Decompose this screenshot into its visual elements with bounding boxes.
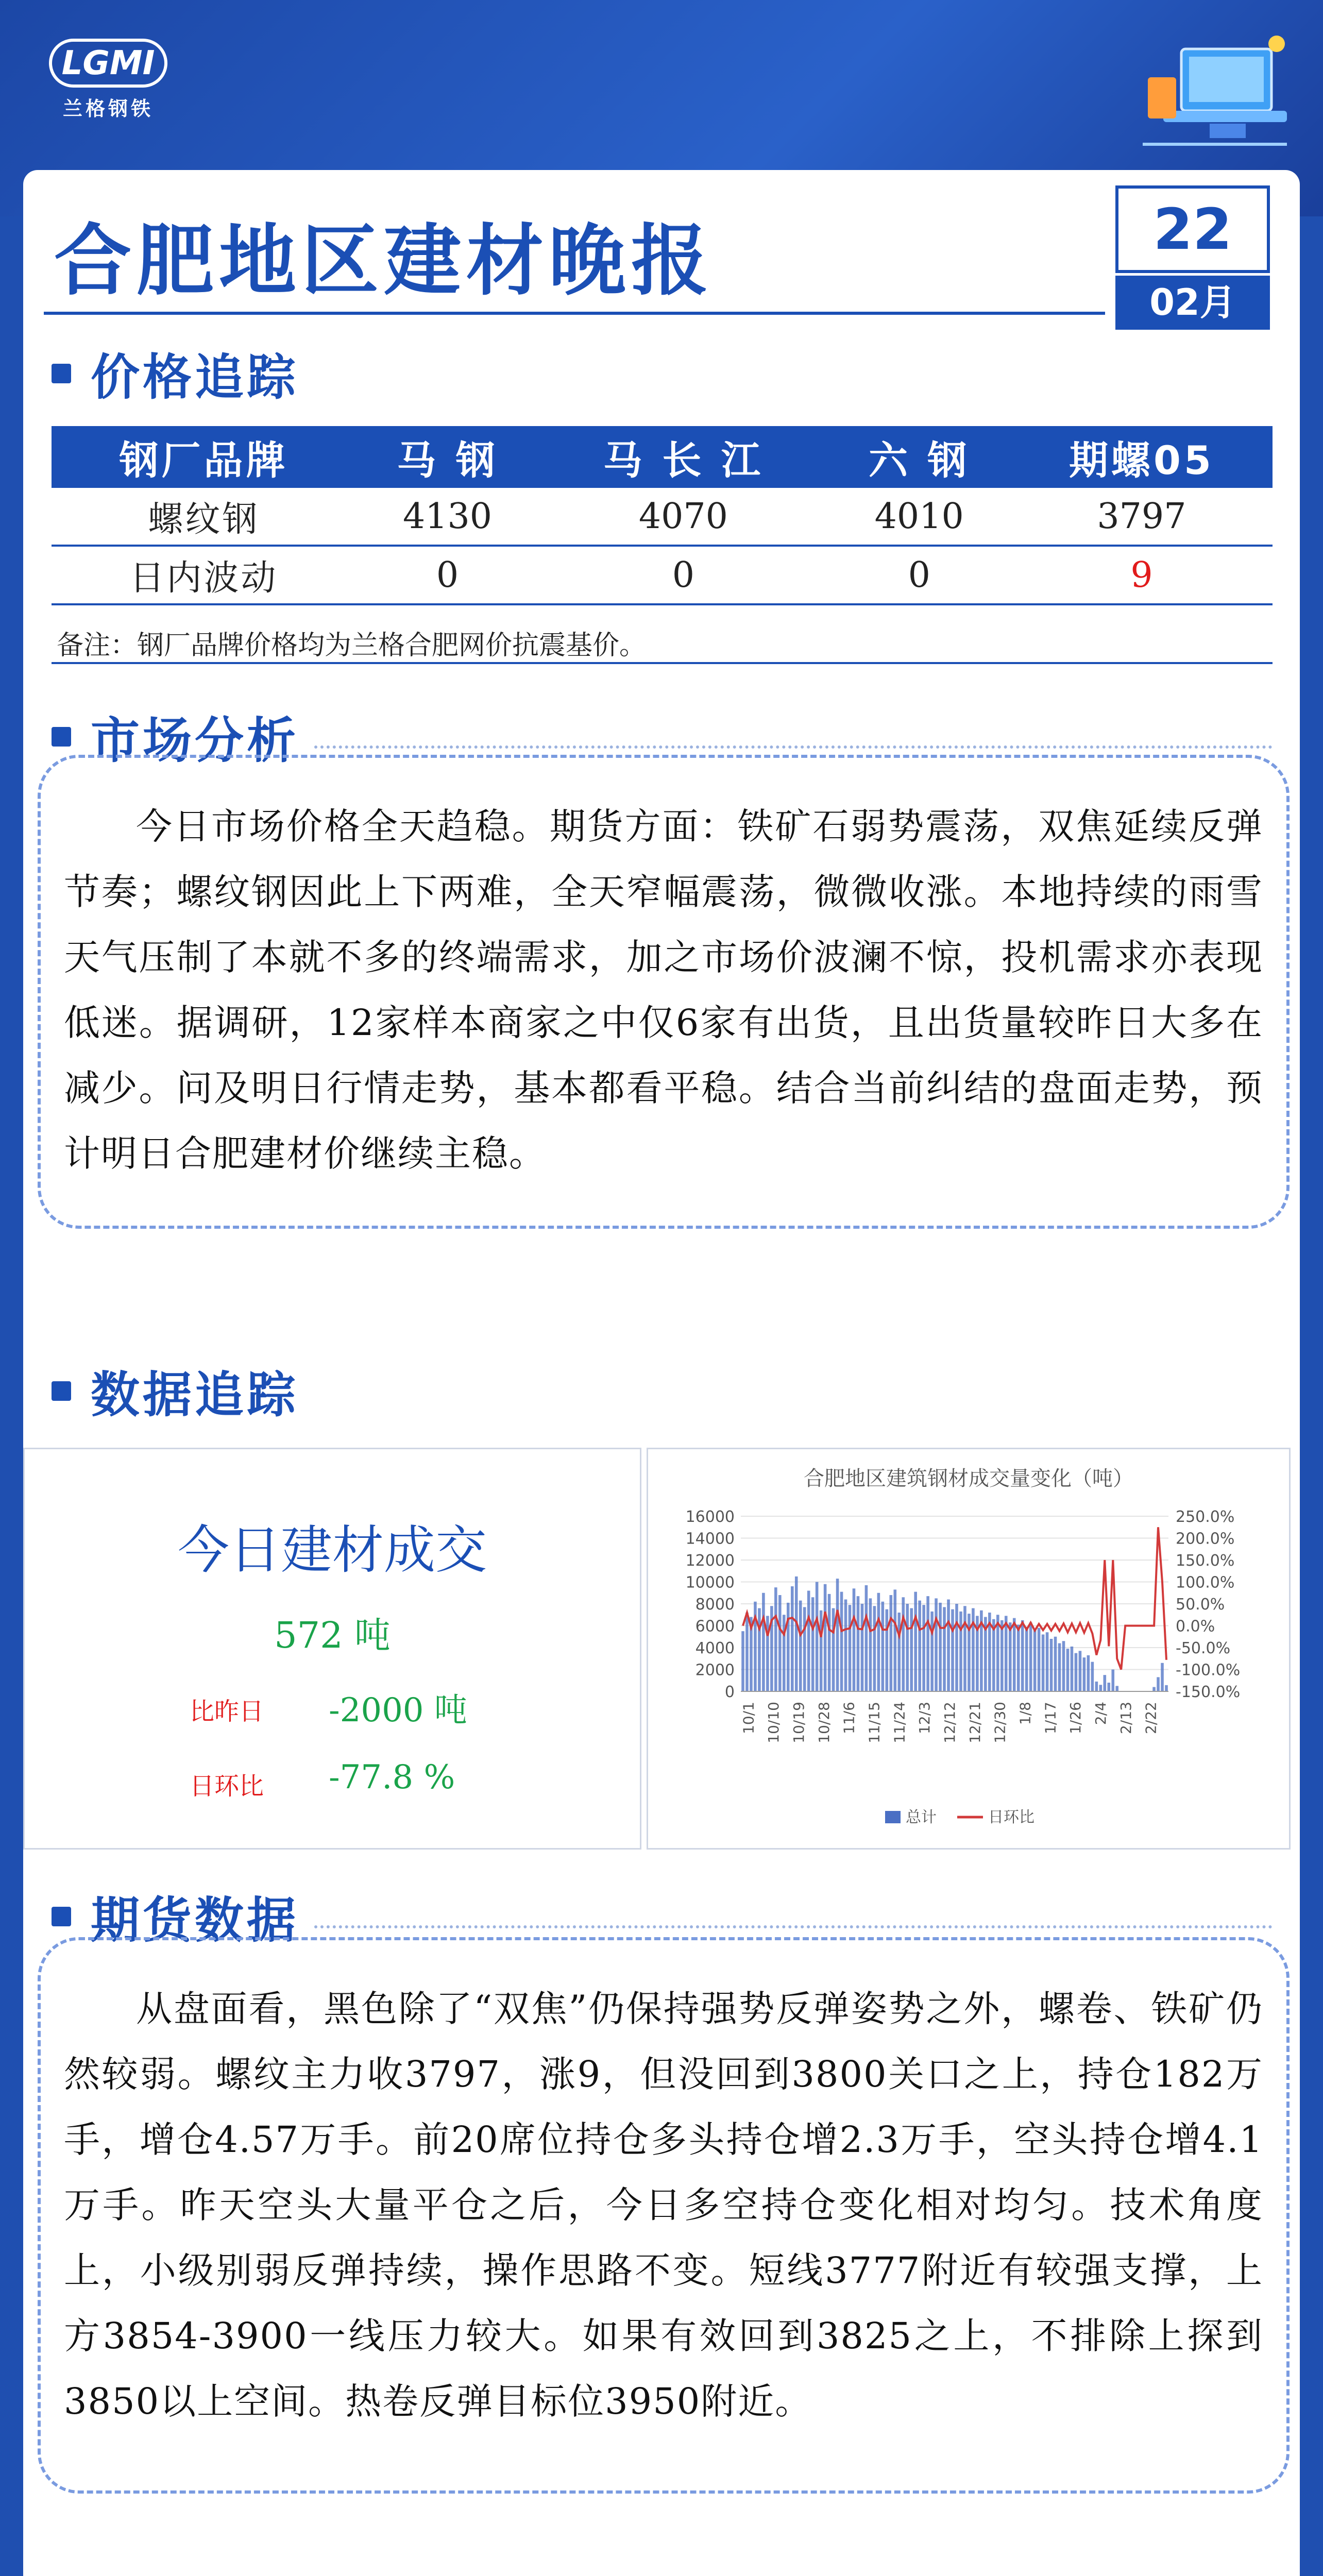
note-divider — [52, 662, 1273, 664]
chart-bar — [1033, 1630, 1037, 1691]
market-section-title: 市场分析 — [91, 713, 299, 769]
chart-bar — [1087, 1655, 1090, 1691]
chart-bar — [1079, 1651, 1082, 1691]
chart-bar — [1017, 1624, 1020, 1691]
chart-bar — [1025, 1627, 1028, 1691]
price-section-title: 价格追踪 — [91, 349, 299, 406]
data-section-title: 数据追踪 — [91, 1367, 299, 1423]
chart-bar — [844, 1600, 847, 1692]
volume-value: 572 吨 — [274, 1614, 391, 1656]
vs-yesterday-value: -2000 吨 — [329, 1691, 467, 1730]
table-row — [52, 488, 1273, 546]
chart-bar — [1091, 1662, 1094, 1691]
brand-logo — [49, 39, 167, 121]
y-right-tick-label: 250.0% — [1176, 1508, 1235, 1526]
chart-bar — [1009, 1622, 1012, 1691]
volume-card — [23, 1448, 641, 1850]
chart-bar — [930, 1612, 934, 1691]
chart-bar — [1066, 1649, 1070, 1691]
x-tick-label: 10/1 — [740, 1702, 757, 1734]
chart-bar — [1152, 1687, 1156, 1692]
chart-bar — [1062, 1641, 1065, 1691]
price-section-heading — [52, 345, 567, 406]
chart-bar — [906, 1604, 909, 1691]
x-tick-label: 12/21 — [966, 1702, 983, 1743]
chart-bar — [877, 1593, 880, 1691]
chart-bar — [836, 1579, 839, 1691]
chart-bar — [824, 1584, 827, 1691]
x-tick-label: 10/19 — [790, 1702, 808, 1743]
col-header: 马 长 江 — [539, 426, 827, 488]
y-left-tick-label: 14000 — [685, 1530, 735, 1548]
row-label: 日内波动 — [52, 546, 356, 604]
dod-value: -77.8 % — [329, 1758, 455, 1797]
chart-bar — [1042, 1635, 1045, 1692]
chart-bar — [881, 1602, 885, 1691]
page-title: 合肥地区建材晚报 — [54, 216, 714, 306]
y-right-tick-label: 100.0% — [1176, 1573, 1235, 1592]
col-header: 期螺05 — [1011, 426, 1273, 488]
chart-bar — [1161, 1663, 1164, 1691]
chart-bar — [1083, 1657, 1086, 1691]
y-right-tick-label: 200.0% — [1176, 1530, 1235, 1548]
chart-bar — [762, 1593, 765, 1691]
y-right-tick-label: 150.0% — [1176, 1552, 1235, 1570]
y-right-tick-label: 50.0% — [1176, 1596, 1225, 1614]
header-divider — [44, 312, 1105, 315]
chart-bar — [918, 1601, 921, 1691]
data-section-heading — [52, 1363, 567, 1423]
chart-bar — [741, 1631, 744, 1691]
chart-bar — [897, 1613, 901, 1691]
chart-bar — [807, 1591, 810, 1692]
section-bullet-icon — [52, 1907, 71, 1926]
price-note: 备注：钢厂品牌价格均为兰格合肥网价抗震基价。 — [57, 630, 647, 661]
y-left-tick-label: 6000 — [695, 1617, 735, 1636]
chart-bar — [902, 1597, 905, 1691]
y-right-tick-label: 0.0% — [1176, 1617, 1215, 1636]
chart-bar — [886, 1609, 889, 1691]
futures-box — [38, 1937, 1290, 2494]
col-header: 六 钢 — [828, 426, 1011, 488]
x-tick-label: 12/12 — [941, 1702, 958, 1743]
y-left-tick-label: 12000 — [685, 1552, 735, 1570]
col-header: 钢厂品牌 — [52, 426, 356, 488]
x-tick-label: 2/13 — [1117, 1702, 1134, 1734]
chart-bar — [1115, 1686, 1118, 1691]
report-page — [23, 170, 1300, 2576]
y-left-tick-label: 8000 — [695, 1596, 735, 1614]
chart-bar — [811, 1597, 815, 1691]
vs-yesterday-label: 比昨日 — [190, 1697, 264, 1726]
chart-bar — [890, 1595, 893, 1691]
chart-bar — [853, 1588, 856, 1691]
chart-bar — [832, 1608, 835, 1692]
chart-bar — [803, 1607, 806, 1691]
chart-bar — [791, 1586, 794, 1691]
x-tick-label: 10/28 — [815, 1702, 833, 1743]
date-month: 02月 — [1115, 276, 1270, 330]
x-tick-label: 11/6 — [840, 1702, 858, 1734]
chart-bar — [1099, 1685, 1102, 1691]
volume-card-title: 今日建材成交 — [178, 1520, 487, 1580]
chart-bar — [955, 1604, 958, 1691]
y-right-tick-label: -50.0% — [1176, 1639, 1231, 1657]
chart-bar — [799, 1601, 802, 1691]
chart-bar — [783, 1615, 786, 1691]
chart-bar — [758, 1608, 761, 1692]
chart-bar — [1005, 1616, 1008, 1691]
x-tick-label: 2/22 — [1142, 1702, 1160, 1734]
chart-bar — [865, 1585, 868, 1691]
market-analysis-text: 今日市场价格全天趋稳。期货方面：铁矿石弱势震荡，双焦延续反弹节奏；螺纹钢因此上下两难，全天窄幅震荡，微微收涨。本地持续的雨雪天气压制了本就不多的终端需求，加之市场价波澜不惊，投机需求亦表现低迷。据调研，12家样本商家之中仅6家有出货，且出货量较昨日大多在减少。问及明日行情走势，基本都看平稳。结合当前纠结的盘面走势，预计明日合肥建材价继续主稳。 — [64, 805, 1263, 1175]
y-left-tick-label: 0 — [724, 1683, 735, 1701]
logo-subtitle: 兰格钢铁 — [62, 97, 154, 120]
chart-bar — [745, 1613, 749, 1691]
table-row — [52, 546, 1273, 604]
chart-bar — [951, 1609, 954, 1691]
change-cell: 0 — [828, 546, 1011, 604]
futures-text: 从盘面看，黑色除了“双焦”仍保持强势反弹姿势之外，螺卷、铁矿仍然较弱。螺纹主力收3797，涨9，但没回到3800关口之上，持仓182万手，增仓4.57万手。前20席位持仓多头持仓增2.3万手，空头持仓增4.1万手。昨天空头大量平仓之后，今日多空持仓变化相对均匀。技术角度上，小级别弱反弹持续，操作思路不变。短线3777附近有较强支撑，上方3854-3900一线压力较大。如果有效回到3825之上，不排除上探到3850以上空间。热卷反弹目标位3950附近。 — [64, 1988, 1263, 2422]
futures-section-heading — [52, 1888, 1273, 1949]
x-tick-label: 11/24 — [891, 1702, 908, 1743]
legend-label: 总计 — [906, 1808, 937, 1826]
change-cell-up: 9 — [1011, 546, 1273, 604]
chart-bar — [774, 1587, 777, 1691]
chart-bar — [820, 1611, 823, 1691]
y-left-tick-label: 10000 — [685, 1573, 735, 1592]
chart-bar — [1058, 1643, 1061, 1692]
price-table — [52, 426, 1273, 605]
x-tick-label: 2/4 — [1092, 1702, 1109, 1725]
x-tick-label: 1/17 — [1042, 1702, 1059, 1734]
dotted-divider — [314, 1905, 1273, 1928]
chart-bar — [935, 1598, 938, 1691]
chart-bar — [861, 1604, 864, 1691]
x-tick-label: 12/30 — [991, 1702, 1009, 1743]
chart-bar — [1107, 1683, 1110, 1691]
change-cell: 0 — [356, 546, 539, 604]
y-left-tick-label: 2000 — [695, 1661, 735, 1680]
price-cell: 4130 — [356, 488, 539, 546]
x-tick-label: 11/15 — [866, 1702, 883, 1743]
price-cell: 4070 — [539, 488, 827, 546]
legend-label: 日环比 — [988, 1808, 1034, 1826]
chart-bar — [926, 1596, 929, 1691]
futures-section-title: 期货数据 — [91, 1892, 299, 1949]
chart-bar — [1046, 1632, 1049, 1691]
y-left-tick-label: 16000 — [685, 1508, 735, 1526]
chart-bar — [1111, 1670, 1114, 1692]
y-right-tick-label: -100.0% — [1176, 1661, 1241, 1680]
chart-bar — [1021, 1620, 1024, 1691]
logo-badge: LGMI — [49, 39, 167, 88]
x-tick-label: 10/10 — [765, 1702, 783, 1743]
chart-bar — [869, 1598, 872, 1691]
chart-bar — [873, 1606, 876, 1691]
y-right-tick-label: -150.0% — [1176, 1683, 1241, 1701]
chart-bar — [787, 1603, 790, 1691]
chart-bar — [914, 1592, 917, 1691]
section-bullet-icon — [52, 727, 71, 747]
chart-bar — [1165, 1685, 1168, 1691]
chart-bar — [1038, 1628, 1041, 1691]
chart-bar — [968, 1614, 971, 1691]
computer-illustration-icon — [1132, 21, 1297, 160]
x-tick-label: 1/8 — [1016, 1702, 1034, 1725]
chart-bar — [1054, 1637, 1057, 1691]
x-tick-label: 12/3 — [916, 1702, 934, 1734]
chart-bar — [893, 1589, 896, 1691]
change-cell: 0 — [539, 546, 827, 604]
date-day: 22 — [1115, 185, 1270, 273]
chart-bar — [828, 1594, 831, 1691]
chart-bar — [849, 1605, 852, 1691]
x-tick-label: 1/26 — [1067, 1702, 1084, 1734]
chart-bar — [1071, 1647, 1074, 1691]
price-cell: 4010 — [828, 488, 1011, 546]
chart-bar — [1157, 1677, 1160, 1691]
price-cell: 3797 — [1011, 488, 1273, 546]
chart-bar — [947, 1600, 950, 1692]
chart-bar — [778, 1595, 782, 1691]
chart-bar — [943, 1607, 946, 1691]
chart-bar — [1000, 1620, 1004, 1691]
row-label: 螺纹钢 — [52, 488, 356, 546]
price-table-header — [52, 426, 1273, 488]
section-bullet-icon — [52, 364, 71, 383]
chart-bar — [1095, 1682, 1098, 1691]
chart-bar — [963, 1606, 966, 1691]
chart-title: 合肥地区建筑钢材成交量变化（吨） — [804, 1467, 1133, 1490]
date-badge — [1115, 185, 1270, 330]
chart-bar — [795, 1577, 798, 1691]
chart-bar — [857, 1596, 860, 1691]
chart-bar — [816, 1582, 819, 1692]
chart-bar — [910, 1608, 913, 1692]
market-analysis-box — [38, 755, 1290, 1229]
col-header: 马 钢 — [356, 426, 539, 488]
section-bullet-icon — [52, 1381, 71, 1401]
dotted-divider — [314, 725, 1273, 749]
legend-swatch-bars — [885, 1811, 901, 1823]
chart-bar — [939, 1603, 942, 1691]
volume-chart-card — [647, 1448, 1291, 1850]
volume-chart — [648, 1449, 1289, 1848]
chart-bar — [1029, 1622, 1032, 1691]
chart-bar — [840, 1592, 843, 1691]
chart-bar — [922, 1605, 925, 1691]
chart-line-series — [743, 1527, 1166, 1669]
chart-bar — [959, 1612, 962, 1691]
dod-label: 日环比 — [190, 1772, 264, 1801]
chart-bar — [1013, 1618, 1016, 1691]
chart-bar — [1104, 1675, 1107, 1691]
y-left-tick-label: 4000 — [695, 1639, 735, 1657]
chart-bar — [1050, 1639, 1053, 1691]
chart-bar — [1075, 1653, 1078, 1691]
